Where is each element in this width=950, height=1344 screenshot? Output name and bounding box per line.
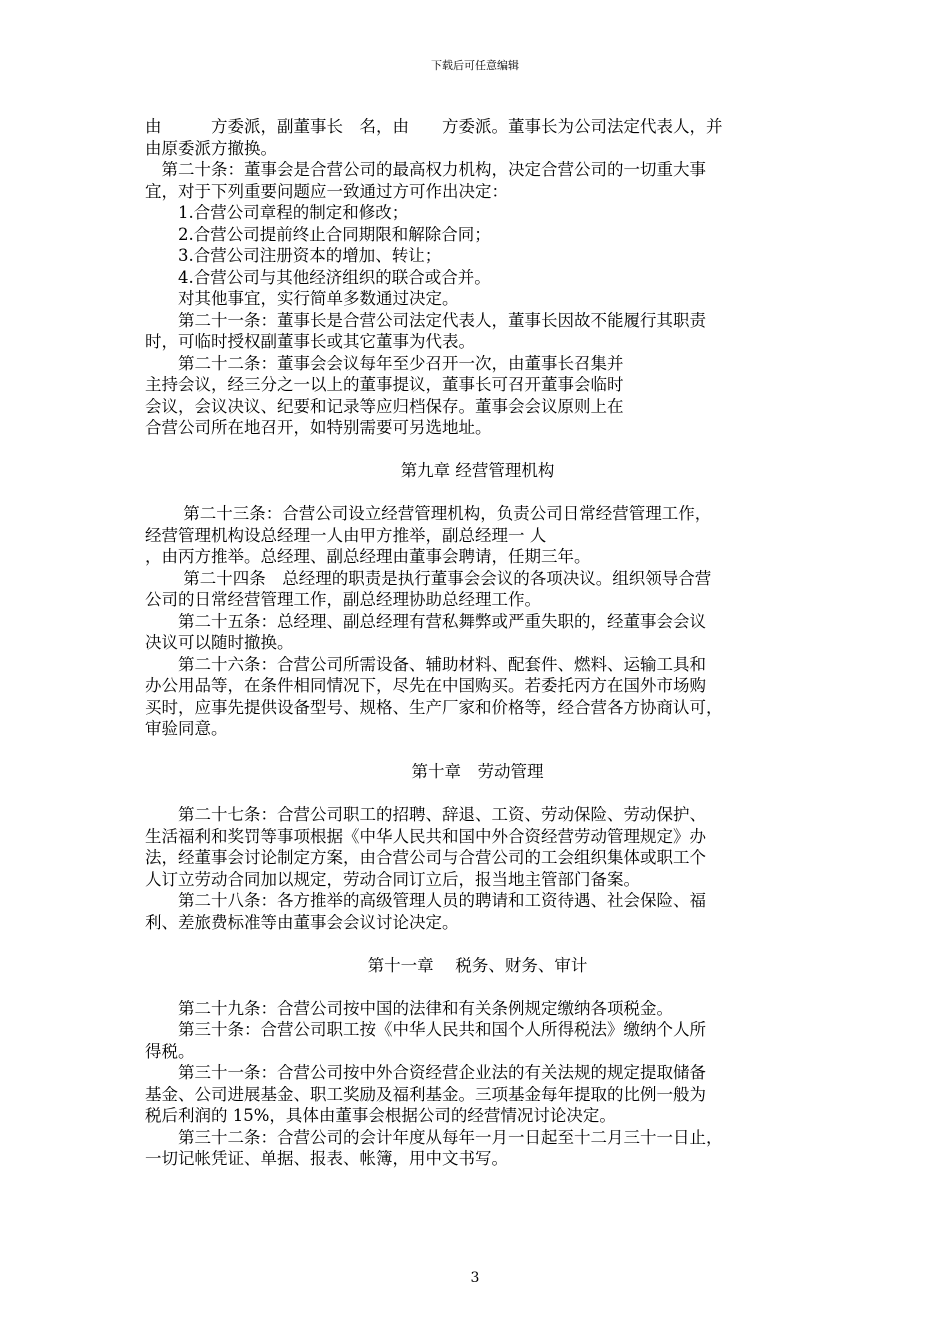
text-line: 第二十八条：各方推举的高级管理人员的聘请和工资待遇、社会保险、福 — [145, 891, 706, 910]
text-line: 会议，会议决议、纪要和记录等应归档保存。董事会会议原则上在 — [145, 396, 624, 416]
text-line: 经营管理机构设总经理一人由甲方推举，副总经理一 人 — [145, 525, 547, 545]
text-line: 第三十一条：合营公司按中外合资经营企业法的有关法规的规定提取储备 — [145, 1063, 706, 1082]
text-line: 第二十九条：合营公司按中国的法律和有关条例规定缴纳各项税金。 — [145, 998, 673, 1018]
text-line: 第二十四条 总经理的职责是执行董事会会议的各项决议。组织领导合营 — [145, 568, 712, 588]
blank-line — [145, 740, 810, 762]
text-line: 买时，应事先提供设备型号、规格、生产厂家和价格等，经合营各方协商认可， — [145, 697, 723, 717]
text-line: 第二十七条：合营公司职工的招聘、辞退、工资、劳动保险、劳动保护、 — [145, 805, 706, 824]
text-line: 主持会议，经三分之一以上的董事提议，董事长可召开董事会临时 — [145, 375, 624, 394]
text-line: 办公用品等，在条件相同情况下，尽先在中国购买。若委托丙方在国外市场购 — [145, 676, 706, 695]
text-line: 第二十六条：合营公司所需设备、辅助材料、配套件、燃料、运输工具和 — [145, 654, 706, 674]
text-line: 基金、公司进展基金、职工奖励及福利基金。三项基金每年提取的比例一般为 — [145, 1084, 706, 1104]
text-line: 公司的日常经营管理工作，副总经理协助总经理工作。 — [145, 590, 541, 609]
text-line: 第三十二条：合营公司的会计年度从每年一月一日起至十二月三十一日止， — [145, 1127, 723, 1147]
text-line: 3.合营公司注册资本的增加、转让； — [145, 246, 442, 265]
text-line: 宜，对于下列重要问题应一致通过方可作出决定： — [145, 181, 508, 201]
text-line: 合营公司所在地召开，如特别需要可另选地址。 — [145, 418, 492, 437]
text-line: 2.合营公司提前终止合同期限和解除合同； — [145, 224, 491, 244]
text-line: 4.合营公司与其他经济组织的联合或合并。 — [145, 267, 491, 287]
text-line: 第三十条：合营公司职工按《中华人民共和国个人所得税法》缴纳个人所 — [145, 1020, 706, 1039]
blank-line — [145, 439, 810, 461]
chapter-heading: 第十章 劳动管理 — [411, 762, 544, 781]
blank-line — [145, 976, 810, 998]
text-line: 时，可临时授权副董事长或其它董事为代表。 — [145, 332, 475, 351]
text-line: 税后利润的 15%，具体由董事会根据公司的经营情况讨论决定。 — [145, 1106, 616, 1125]
blank-line — [145, 783, 810, 805]
blank-line — [145, 482, 810, 504]
text-line: 审验同意。 — [145, 719, 228, 738]
text-line: 得税。 — [145, 1041, 195, 1061]
text-line: 对其他事宜，实行简单多数通过决定。 — [145, 289, 459, 308]
text-line: 法，经董事会讨论制定方案，由合营公司与合营公司的工会组织集体或职工个 — [145, 848, 706, 867]
page-header: 下载后可任意编辑 — [431, 59, 519, 72]
text-line: 人订立劳动合同加以规定，劳动合同订立后，报当地主管部门备案。 — [145, 869, 640, 889]
text-line: 第二十三条：合营公司设立经营管理机构，负责公司日常经营管理工作， — [145, 504, 712, 523]
text-line: 由 方委派，副董事长 名，由 方委派。董事长为公司法定代表人，并 — [145, 117, 723, 136]
text-line: ，由丙方推举。总经理、副总经理由董事会聘请，任期三年。 — [145, 547, 591, 566]
text-line: 第二十五条：总经理、副总经理有营私舞弊或严重失职的，经董事会会议 — [145, 611, 706, 631]
text-line: 第二十二条：董事会会议每年至少召开一次，由董事长召集并 — [145, 353, 624, 373]
blank-line — [145, 933, 810, 955]
text-line: 第二十一条：董事长是合营公司法定代表人，董事长因故不能履行其职责 — [145, 310, 706, 330]
text-line: 由原委派方撤换。 — [145, 138, 277, 158]
text-line: 利、差旅费标准等由董事会会议讨论决定。 — [145, 912, 459, 932]
chapter-heading: 第九章 经营管理机构 — [400, 461, 555, 480]
text-line: 第二十条：董事会是合营公司的最高权力机构，决定合营公司的一切重大事 — [145, 160, 706, 179]
document-body — [145, 116, 810, 1170]
page-number: 3 — [470, 1270, 480, 1286]
text-line: 1.合营公司章程的制定和修改； — [145, 203, 409, 222]
text-line: 生活福利和奖罚等事项根据《中华人民共和国中外合资经营劳动管理规定》办 — [145, 826, 706, 846]
text-line: 决议可以随时撤换。 — [145, 633, 294, 652]
chapter-heading: 第十一章 税务、财务、审计 — [367, 955, 588, 975]
text-line: 一切记帐凭证、单据、报表、帐簿，用中文书写。 — [145, 1149, 508, 1168]
